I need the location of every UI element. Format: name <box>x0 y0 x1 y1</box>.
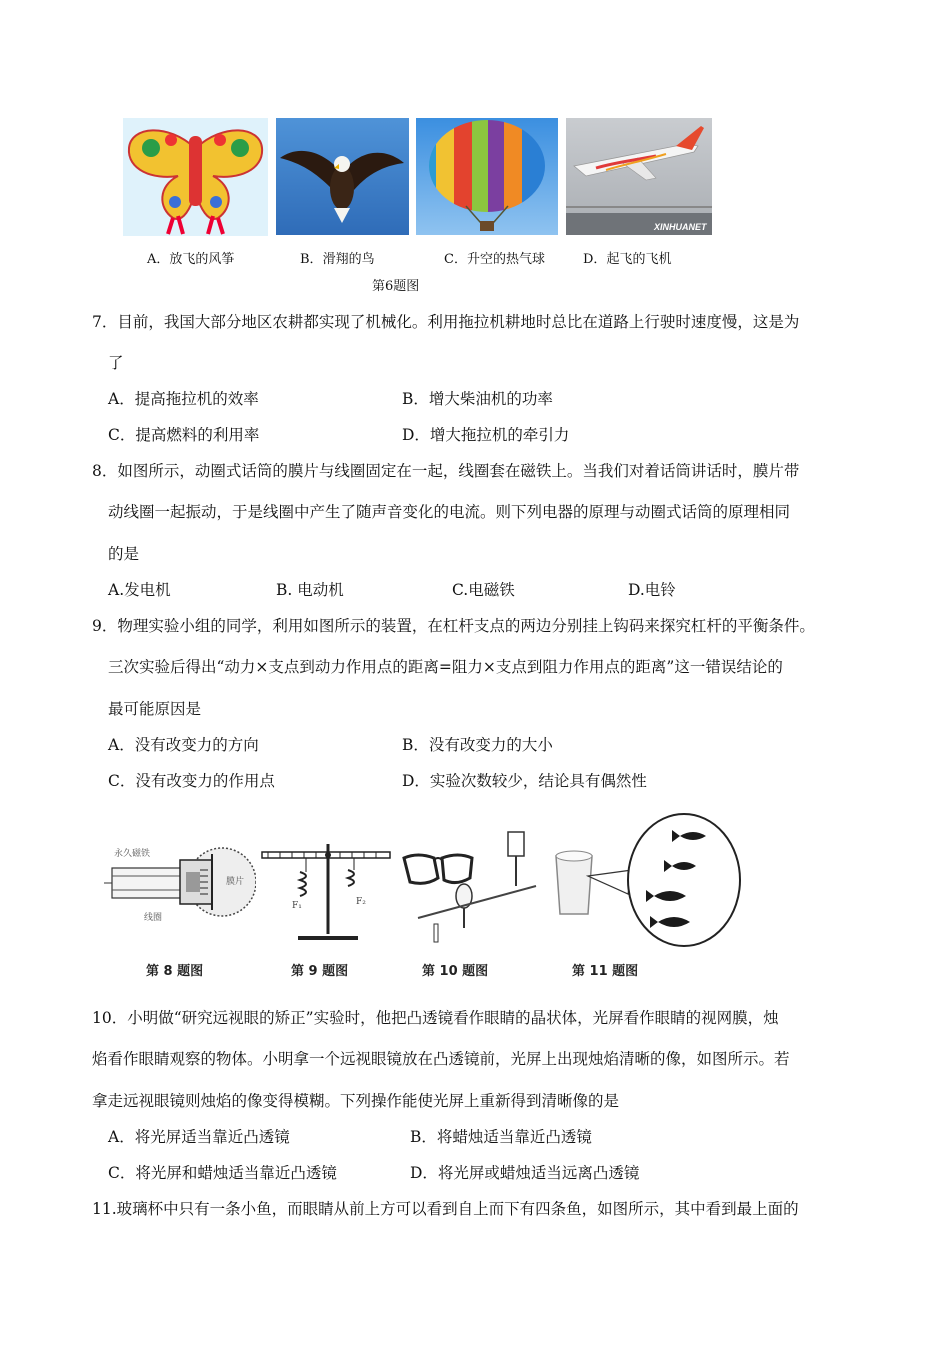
q6-option-c: C．升空的热气球 <box>444 252 545 267</box>
lens-experiment-diagram <box>398 826 546 948</box>
lever-diagram <box>258 836 396 948</box>
fig9-label: 第 9 题图 <box>291 964 349 979</box>
q9-option-d: D．实验次数较少，结论具有偶然性 <box>402 772 647 790</box>
fish-glass-diagram <box>548 810 744 950</box>
q7-stem-cont: 了 <box>108 354 124 372</box>
q8-stem-cont2: 的是 <box>108 545 140 563</box>
kite-image <box>123 118 268 236</box>
q7-option-c: C．提高燃料的利用率 <box>108 426 260 444</box>
q10-option-c: C．将光屏和蜡烛适当靠近凸透镜 <box>108 1164 337 1182</box>
q8-option-c: C.电磁铁 <box>452 581 515 599</box>
q9-stem-cont2: 最可能原因是 <box>108 700 202 718</box>
eagle-image <box>276 118 409 235</box>
fig11-label: 第 11 题图 <box>572 964 639 979</box>
q10-option-d: D．将光屏或蜡烛适当远离凸透镜 <box>410 1164 640 1182</box>
q6-option-a: A．放飞的风筝 <box>147 252 235 267</box>
q10-stem-cont: 焰看作眼睛观察的物体。小明拿一个远视眼镜放在凸透镜前，光屏上出现烛焰清晰的像，如图所示。若 <box>92 1050 790 1068</box>
mic-label-magnet: 永久磁铁 <box>114 849 151 859</box>
q10-option-b: B．将蜡烛适当靠近凸透镜 <box>410 1128 592 1146</box>
q9-option-b: B．没有改变力的大小 <box>402 736 553 754</box>
q9-stem-cont: 三次实验后得出“动力×支点到动力作用点的距离=阻力×支点到阻力作用点的距离”这一错误结论的 <box>108 658 783 676</box>
q8-stem-cont: 动线圈一起振动，于是线圈中产生了随声音变化的电流。则下列电器的原理与动圈式话筒的原理相同 <box>108 503 791 521</box>
q6-option-b: B．滑翔的鸟 <box>300 252 375 267</box>
q8-stem: 8．如图所示，动圈式话筒的膜片与线圈固定在一起，线圈套在磁铁上。当我们对着话筒讲话时，膜片带 <box>92 462 800 480</box>
xinhuanet-watermark: XINHUANET <box>654 222 707 232</box>
microphone-diagram <box>104 836 256 946</box>
q9-stem: 9．物理实验小组的同学，利用如图所示的装置，在杠杆支点的两边分别挂上钩码来探究杠杆的平衡条件。 <box>92 617 815 635</box>
q9-option-a: A．没有改变力的方向 <box>108 736 259 754</box>
q7-stem: 7．目前，我国大部分地区农耕都实现了机械化。利用拖拉机耕地时总比在道路上行驶时速度慢，这是为 <box>92 313 800 331</box>
q10-option-a: A．将光屏适当靠近凸透镜 <box>108 1128 290 1146</box>
q10-stem: 10．小明做“研究远视眼的矫正”实验时，他把凸透镜看作眼睛的晶状体，光屏看作眼睛的视网膜，烛 <box>92 1009 779 1027</box>
q6-caption: 第6题图 <box>372 279 420 294</box>
q6-option-d: D．起飞的飞机 <box>583 252 672 267</box>
q9-option-c: C．没有改变力的作用点 <box>108 772 275 790</box>
q10-stem-cont2: 拿走远视眼镜则烛焰的像变得模糊。下列操作能使光屏上重新得到清晰像的是 <box>92 1092 620 1110</box>
lever-label-f1: F₁ <box>292 901 302 911</box>
q8-option-d: D.电铃 <box>628 581 676 599</box>
mic-label-coil: 线圈 <box>144 913 163 923</box>
fig10-label: 第 10 题图 <box>422 964 489 979</box>
hot-air-balloon-image <box>416 118 558 235</box>
mic-label-diaphragm: 膜片 <box>226 877 245 887</box>
q7-option-d: D．增大拖拉机的牵引力 <box>402 426 570 444</box>
q11-stem: 11.玻璃杯中只有一条小鱼，而眼睛从前上方可以看到自上而下有四条鱼，如图所示，其中看到最上面的 <box>92 1200 799 1218</box>
airplane-image <box>566 118 712 235</box>
lever-label-f2: F₂ <box>356 897 366 907</box>
q8-option-a: A.发电机 <box>108 581 171 599</box>
fig8-label: 第 8 题图 <box>146 964 204 979</box>
q7-option-a: A．提高拖拉机的效率 <box>108 390 259 408</box>
q7-option-b: B．增大柴油机的功率 <box>402 390 553 408</box>
q8-option-b: B. 电动机 <box>276 581 344 599</box>
